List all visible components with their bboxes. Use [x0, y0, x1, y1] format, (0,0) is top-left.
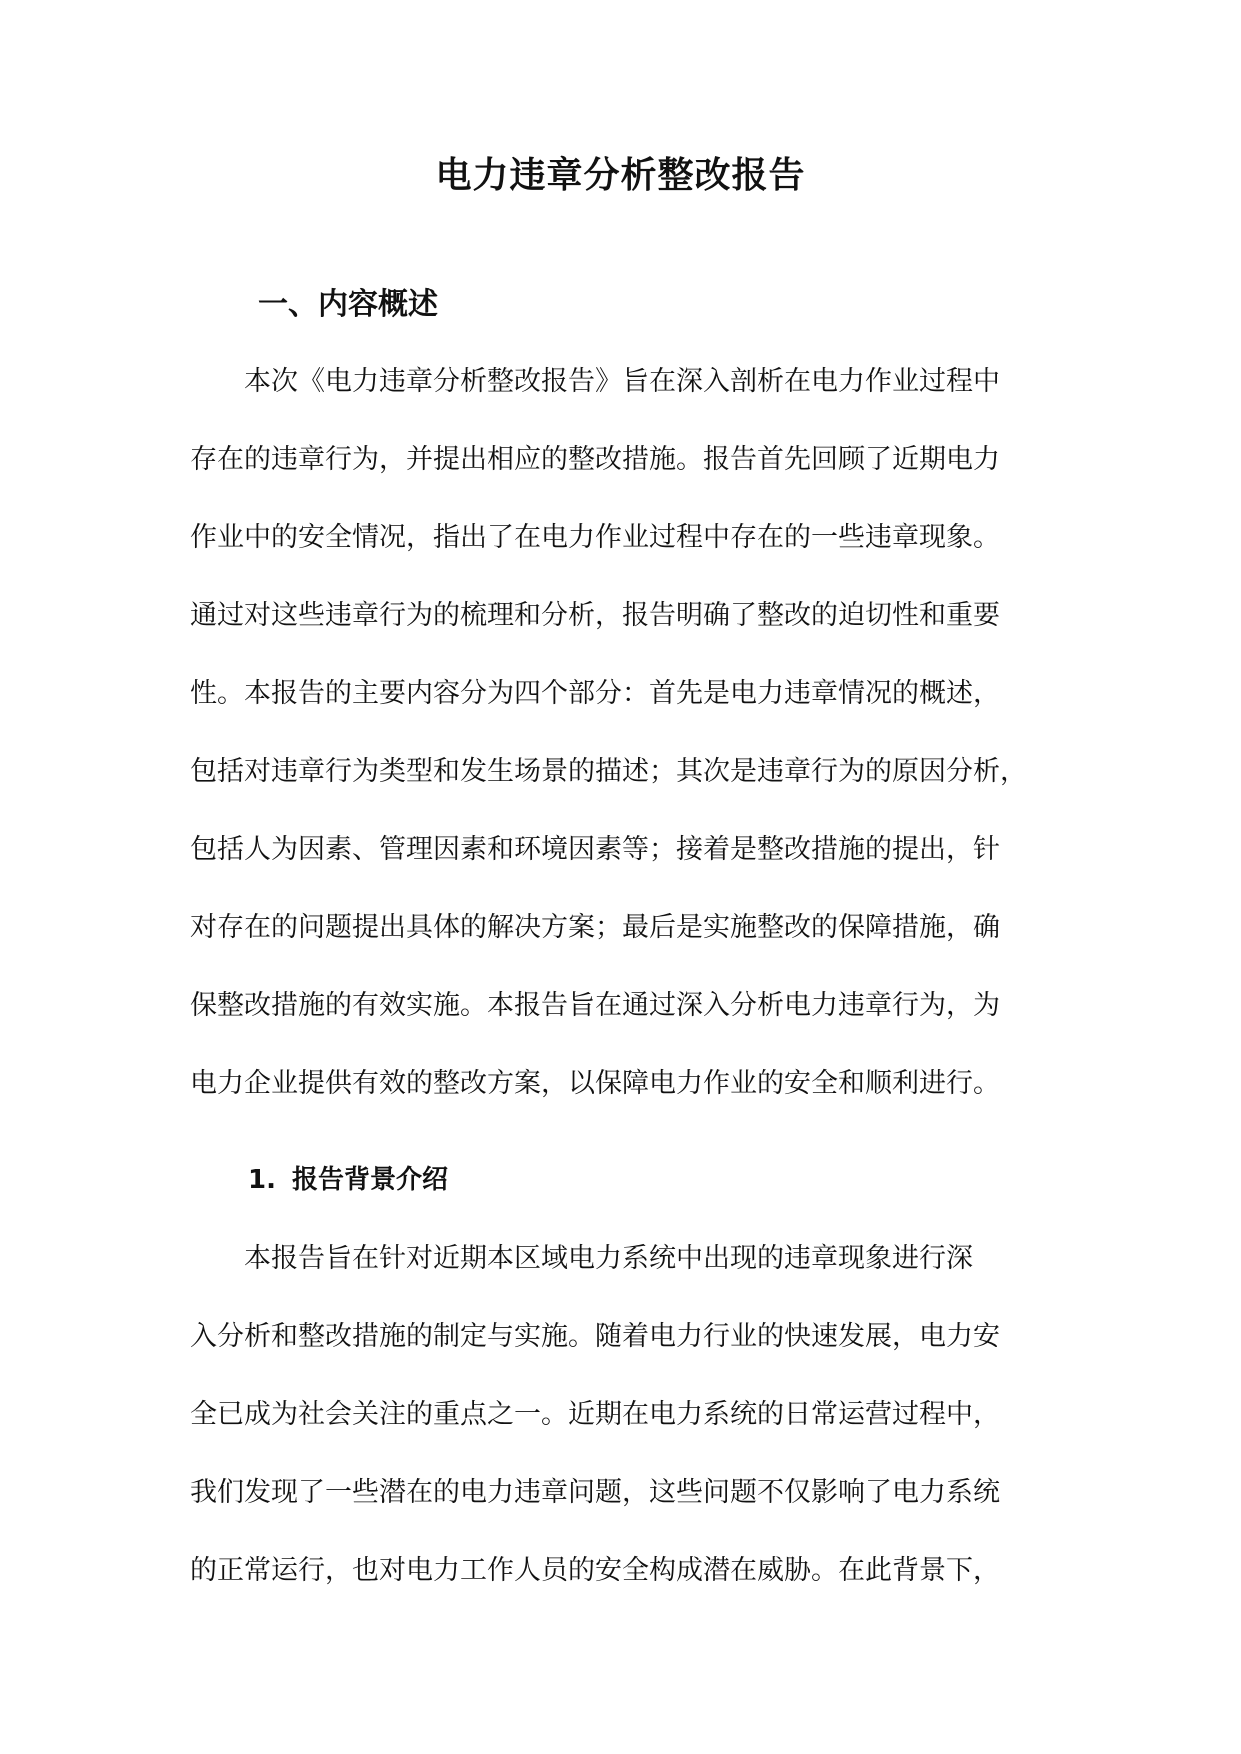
- paragraph-line: 入分析和整改措施的制定与实施。随着电力行业的快速发展，电力安: [190, 1321, 1000, 1352]
- subsection-number: 1.: [248, 1165, 276, 1195]
- paragraph-line: 作业中的安全情况，指出了在电力作业过程中存在的一些违章现象。: [190, 522, 1000, 553]
- paragraph-line: 本次《电力违章分析整改报告》旨在深入剖析在电力作业过程中: [244, 366, 1000, 397]
- paragraph-line: 包括对违章行为类型和发生场景的描述；其次是违章行为的原因分析，: [190, 756, 1027, 787]
- paragraph-line: 全已成为社会关注的重点之一。近期在电力系统的日常运营过程中，: [190, 1399, 1000, 1430]
- paragraph-line: 的正常运行，也对电力工作人员的安全构成潜在威胁。在此背景下，: [190, 1555, 1000, 1586]
- paragraph-line: 电力企业提供有效的整改方案，以保障电力作业的安全和顺利进行。: [190, 1068, 1000, 1099]
- paragraph-line: 我们发现了一些潜在的电力违章问题，这些问题不仅影响了电力系统: [190, 1477, 1000, 1508]
- background-paragraph: [190, 1238, 1050, 1628]
- paragraph-line: 本报告旨在针对近期本区域电力系统中出现的违章现象进行深: [244, 1243, 973, 1274]
- section-heading-overview: 一、内容概述: [258, 287, 438, 322]
- subsection-title: 报告背景介绍: [292, 1165, 449, 1195]
- paragraph-line: 性。本报告的主要内容分为四个部分：首先是电力违章情况的概述，: [190, 678, 1000, 709]
- document-title: 电力违章分析整改报告: [435, 154, 806, 196]
- paragraph-line: 对存在的问题提出具体的解决方案；最后是实施整改的保障措施，确: [190, 912, 1000, 943]
- subsection-heading-background: [248, 1160, 448, 1200]
- paragraph-line: 存在的违章行为，并提出相应的整改措施。报告首先回顾了近期电力: [190, 444, 1000, 475]
- paragraph-line: 通过对这些违章行为的梳理和分析，报告明确了整改的迫切性和重要: [190, 600, 1000, 631]
- paragraph-line: 包括人为因素、管理因素和环境因素等；接着是整改措施的提出，针: [190, 834, 1000, 865]
- paragraph-line: 保整改措施的有效实施。本报告旨在通过深入分析电力违章行为，为: [190, 990, 1000, 1021]
- overview-paragraph: [190, 361, 1050, 1141]
